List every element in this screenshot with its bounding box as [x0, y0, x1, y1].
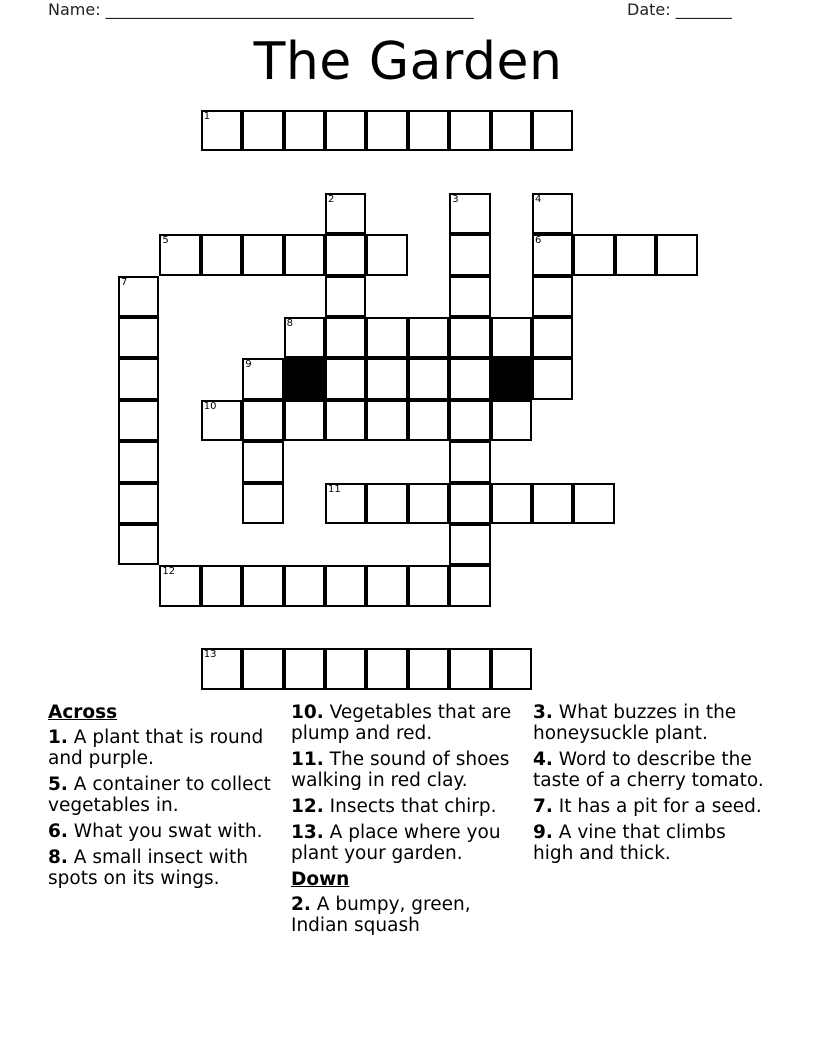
clue-text: A vine that climbs high and thick. [533, 822, 726, 864]
crossword-cell[interactable] [325, 565, 366, 606]
crossword-cell[interactable] [491, 317, 532, 358]
cell-number: 6 [535, 235, 542, 247]
crossword-cell[interactable] [118, 276, 159, 317]
crossword-cell[interactable] [159, 565, 200, 606]
clue-text: Insects that chirp. [329, 796, 497, 817]
crossword-cell[interactable] [242, 358, 283, 399]
crossword-cell[interactable] [532, 193, 573, 234]
crossword-cell[interactable] [284, 317, 325, 358]
clue-text: Vegetables that are plump and red. [291, 702, 512, 744]
cell-number: 5 [162, 235, 169, 247]
clue-item [291, 702, 523, 744]
crossword-cell[interactable] [325, 483, 366, 524]
clue-item [291, 894, 523, 936]
clue-item [291, 822, 523, 864]
crossword-cell[interactable] [408, 110, 449, 151]
clue-text: A place where you plant your garden. [291, 822, 501, 864]
crossword-cell[interactable] [325, 358, 366, 399]
crossword-cell[interactable] [201, 648, 242, 689]
crossword-cell[interactable] [325, 193, 366, 234]
clue-number: 5. [48, 774, 68, 795]
crossword-cell[interactable] [532, 276, 573, 317]
crossword-cell[interactable] [449, 565, 490, 606]
crossword-cell[interactable] [242, 565, 283, 606]
clue-text: A plant that is round and purple. [48, 727, 264, 769]
crossword-cell[interactable] [118, 317, 159, 358]
clue-item [533, 796, 765, 817]
cell-number: 11 [328, 483, 341, 495]
crossword-cell[interactable] [573, 234, 614, 275]
clue-number: 2. [291, 894, 311, 915]
clue-text: What buzzes in the honeysuckle plant. [533, 702, 737, 744]
cell-number: 7 [121, 276, 128, 288]
crossword-cell[interactable] [284, 648, 325, 689]
crossword-cell[interactable] [118, 441, 159, 482]
clue-section-heading: Down [291, 869, 350, 890]
clue-text: A container to collect vegetables in. [48, 774, 271, 816]
crossword-cell[interactable] [201, 400, 242, 441]
clue-item [533, 749, 765, 791]
header [0, 0, 816, 22]
crossword-cell[interactable] [491, 400, 532, 441]
crossword-cell[interactable] [408, 483, 449, 524]
clue-item [533, 822, 765, 864]
crossword-cell[interactable] [532, 110, 573, 151]
crossword-cell[interactable] [573, 483, 614, 524]
crossword-cell[interactable] [449, 317, 490, 358]
clue-number: 6. [48, 821, 68, 842]
crossword-cell[interactable] [366, 565, 407, 606]
crossword-cell[interactable] [201, 110, 242, 151]
crossword-cell[interactable] [491, 110, 532, 151]
date-field-label[interactable]: Date: _______ [627, 0, 732, 19]
crossword-cell[interactable] [284, 234, 325, 275]
clue-item [48, 774, 280, 816]
clue-column-3 [533, 702, 765, 869]
clue-item [48, 847, 280, 889]
clue-number: 4. [533, 749, 553, 770]
crossword-cell[interactable] [325, 400, 366, 441]
crossword-cell[interactable] [366, 110, 407, 151]
crossword-cell[interactable] [449, 358, 490, 399]
crossword-cell[interactable] [284, 565, 325, 606]
crossword-cell[interactable] [118, 483, 159, 524]
crossword-cell[interactable] [449, 483, 490, 524]
crossword-cell[interactable] [366, 234, 407, 275]
crossword-cell[interactable] [242, 234, 283, 275]
crossword-cell[interactable] [449, 110, 490, 151]
crossword-cell[interactable] [366, 648, 407, 689]
clue-number: 10. [291, 702, 324, 723]
crossword-cell[interactable] [366, 400, 407, 441]
clue-text: The sound of shoes walking in red clay. [291, 749, 510, 791]
crossword-cell[interactable] [118, 400, 159, 441]
cell-number: 4 [535, 193, 542, 205]
crossword-cell[interactable] [284, 110, 325, 151]
clue-column-2 [291, 702, 523, 941]
crossword-cell[interactable] [242, 441, 283, 482]
cell-number: 8 [286, 318, 293, 329]
clue-item [533, 702, 765, 744]
crossword-cell[interactable] [325, 648, 366, 689]
crossword-cell[interactable] [532, 234, 573, 275]
crossword-cell[interactable] [449, 648, 490, 689]
cell-number: 1 [203, 111, 211, 122]
page-title: The Garden [253, 32, 563, 92]
crossword-cell[interactable] [366, 358, 407, 399]
crossword-cell[interactable] [449, 276, 490, 317]
crossword-cell[interactable] [242, 648, 283, 689]
crossword-cell[interactable] [408, 317, 449, 358]
crossword-cell[interactable] [656, 234, 697, 275]
cell-number: 3 [452, 193, 459, 205]
crossword-cell[interactable] [242, 400, 283, 441]
crossword-cell[interactable] [201, 234, 242, 275]
clue-number: 13. [291, 822, 324, 843]
crossword-cell[interactable] [449, 193, 490, 234]
clue-number: 7. [533, 796, 553, 817]
crossword-cell[interactable] [325, 276, 366, 317]
clue-section-heading: Across [48, 702, 118, 723]
clue-number: 11. [291, 749, 324, 770]
cell-number: 9 [245, 359, 252, 371]
crossword-cell[interactable] [366, 317, 407, 358]
clue-item [48, 821, 280, 842]
blocked-cell [491, 358, 532, 399]
crossword-cell[interactable] [532, 358, 573, 399]
crossword-cell[interactable] [449, 234, 490, 275]
clue-text: A small insect with spots on its wings. [48, 847, 248, 889]
cell-number: 2 [328, 193, 335, 205]
crossword-cell[interactable] [615, 234, 656, 275]
clue-item [291, 796, 523, 817]
clue-text: What you swat with. [73, 821, 263, 842]
clue-number: 8. [48, 847, 68, 868]
clue-text: A bumpy, green, Indian squash [291, 894, 471, 936]
clue-number: 9. [533, 822, 553, 843]
name-field-label[interactable]: Name: ______________________________________________ [48, 0, 474, 19]
crossword-cell[interactable] [201, 565, 242, 606]
crossword-cell[interactable] [325, 110, 366, 151]
blocked-cell [284, 358, 325, 399]
crossword-cell[interactable] [325, 234, 366, 275]
crossword-cell[interactable] [284, 400, 325, 441]
clue-text: Word to describe the taste of a cherry tomato. [533, 749, 764, 791]
crossword-cell[interactable] [325, 317, 366, 358]
crossword-cell[interactable] [159, 234, 200, 275]
crossword-cell[interactable] [532, 317, 573, 358]
crossword-cell[interactable] [491, 648, 532, 689]
crossword-cell[interactable] [118, 358, 159, 399]
crossword-cell[interactable] [491, 483, 532, 524]
clue-item [48, 727, 280, 769]
clue-item [291, 749, 523, 791]
clue-text: It has a pit for a seed. [558, 796, 762, 817]
crossword-cell[interactable] [449, 400, 490, 441]
crossword-cell[interactable] [118, 524, 159, 565]
clue-number: 12. [291, 796, 324, 817]
clue-number: 3. [533, 702, 553, 723]
crossword-cell[interactable] [408, 565, 449, 606]
crossword-cell[interactable] [408, 648, 449, 689]
crossword-cell[interactable] [242, 483, 283, 524]
crossword-cell[interactable] [532, 483, 573, 524]
crossword-cell[interactable] [449, 524, 490, 565]
cell-number: 12 [162, 566, 176, 578]
crossword-cell[interactable] [242, 110, 283, 151]
crossword-cell[interactable] [408, 358, 449, 399]
crossword-cell[interactable] [366, 483, 407, 524]
clue-column-1 [48, 702, 280, 894]
crossword-cell[interactable] [408, 400, 449, 441]
clue-number: 1. [48, 727, 68, 748]
cell-number: 10 [203, 400, 217, 412]
cell-number: 13 [203, 649, 217, 661]
crossword-cell[interactable] [449, 441, 490, 482]
